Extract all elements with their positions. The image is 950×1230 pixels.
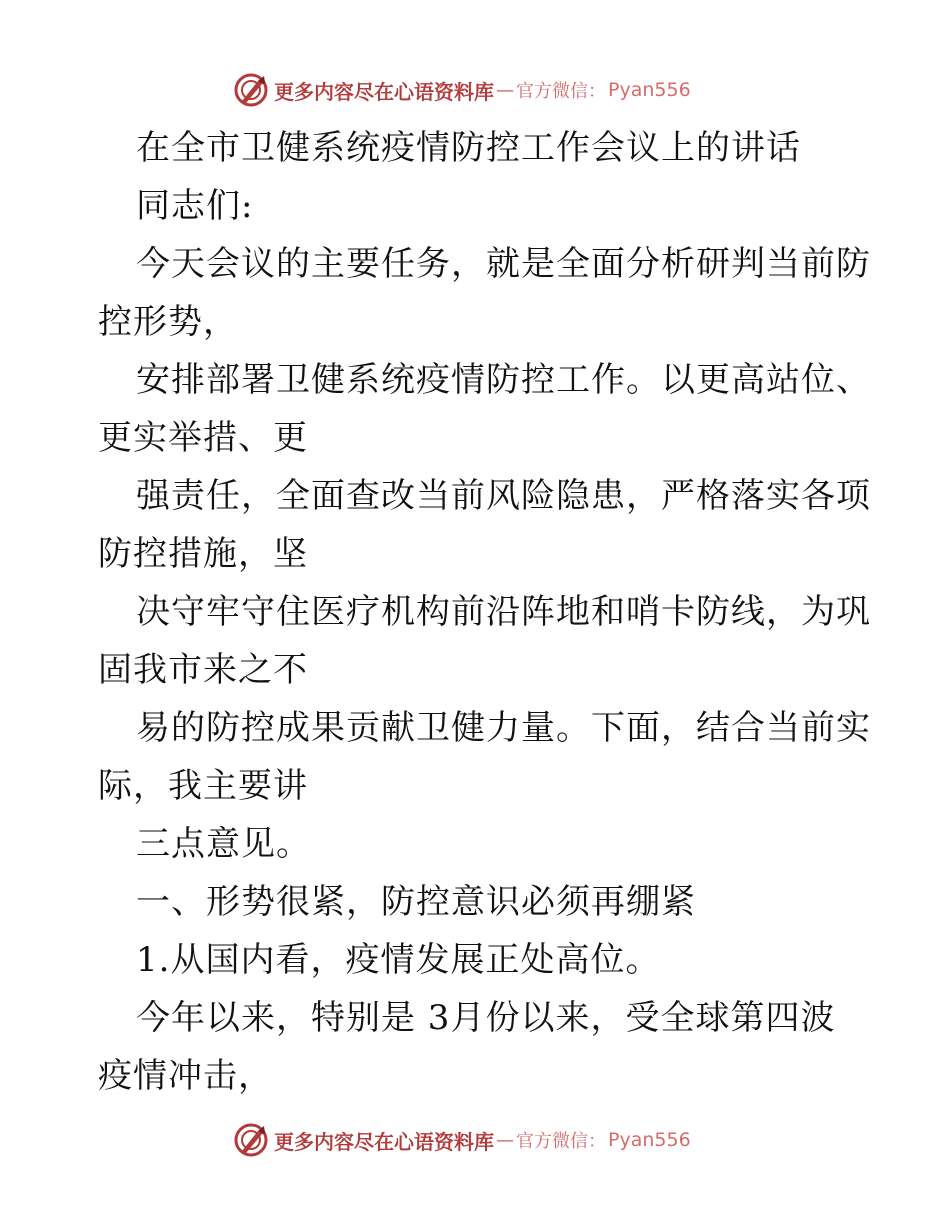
watermark-wechat-label: 官方微信： bbox=[516, 81, 606, 102]
doc-line: 易的防控成果贡献卫健力量。下面，结合当前实 bbox=[136, 708, 871, 748]
doc-line: 防控措施，坚 bbox=[98, 534, 308, 574]
doc-line: 疫情冲击， bbox=[98, 1056, 273, 1096]
watermark-brand-text: 更多内容尽在心语资料库 bbox=[274, 79, 494, 104]
doc-line: 固我市来之不 bbox=[98, 650, 308, 690]
doc-line: 决守牢守住医疗机构前沿阵地和哨卡防线，为巩 bbox=[136, 592, 871, 632]
watermark-brand-text: 更多内容尽在心语资料库 bbox=[274, 1129, 494, 1154]
doc-salutation: 同志们: bbox=[136, 186, 254, 226]
doc-section-heading: 一、形势很紧，防控意识必须再绷紧 bbox=[136, 882, 696, 922]
pen-logo-icon bbox=[234, 73, 268, 107]
watermark-separator: — bbox=[496, 79, 514, 101]
watermark-separator: — bbox=[496, 1129, 514, 1151]
doc-title: 在全市卫健系统疫情防控工作会议上的讲话 bbox=[136, 128, 801, 168]
footer-watermark-banner bbox=[234, 1122, 691, 1158]
header-watermark-banner bbox=[234, 72, 691, 108]
doc-line: 三点意见。 bbox=[136, 824, 311, 864]
doc-line: 强责任，全面查改当前风险隐患，严格落实各项 bbox=[136, 476, 871, 516]
watermark-wechat-label: 官方微信： bbox=[516, 1131, 606, 1152]
doc-line: 控形势， bbox=[98, 302, 238, 342]
doc-subheading: 1.从国内看，疫情发展正处高位。 bbox=[136, 940, 661, 980]
doc-line: 际，我主要讲 bbox=[98, 766, 308, 806]
doc-line: 今年以来，特别是 3月份以来，受全球第四波 bbox=[136, 998, 836, 1038]
watermark-wechat-id: Pyan556 bbox=[608, 1129, 691, 1151]
pen-logo-icon bbox=[234, 1123, 268, 1157]
watermark-wechat-id: Pyan556 bbox=[608, 79, 691, 101]
doc-line: 今天会议的主要任务，就是全面分析研判当前防 bbox=[136, 244, 871, 284]
doc-line: 安排部署卫健系统疫情防控工作。以更高站位、 bbox=[136, 360, 871, 400]
doc-line: 更实举措、更 bbox=[98, 418, 308, 458]
